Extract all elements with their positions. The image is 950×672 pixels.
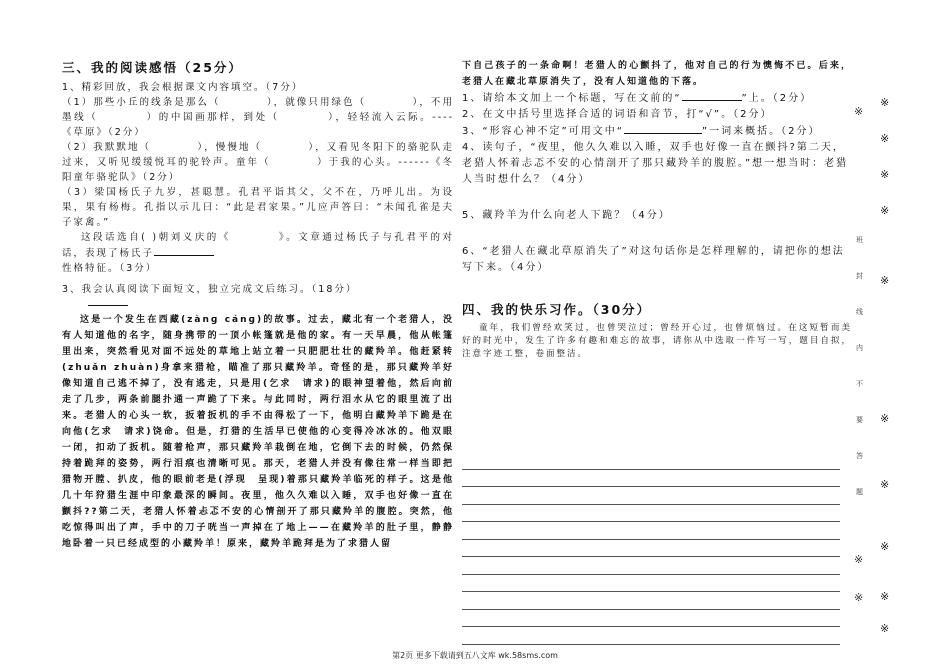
q1-part3: （3）梁国杨氏子九岁，甚聪慧。孔君平诣其父，父不在，乃呼儿出。为设果，果有杨梅。孔指以示儿曰：“此是君家果。”儿应声答曰：“未闻孔雀是夫子家禽。” bbox=[62, 187, 454, 228]
marker: ※ bbox=[880, 412, 890, 425]
story-continued: 下自己孩子的一条命啊！老猎人的心颤抖了，他对自己的行为懊悔不已。后来，老猎人在藏北草原消失了，没有人知道他的下落。 bbox=[462, 61, 852, 87]
rq1-text: 1、请给本文加上一个标题，写在文前的“ bbox=[462, 93, 682, 104]
binding-char: 不 bbox=[856, 380, 863, 388]
binding-char: 答 bbox=[856, 452, 863, 460]
marker: ※ bbox=[880, 204, 890, 217]
q1-part2: （2）我默默地（ ），慢慢地（ ），又看见冬阳下的骆驼队走过来，又听见缓缓悦耳的驼铃声。童年（ ）于我的心头。------《冬阳童年骆驼队》（2分） bbox=[62, 142, 454, 183]
composition-lines[interactable] bbox=[462, 452, 842, 645]
marker: ※ bbox=[854, 105, 864, 118]
left-column bbox=[62, 58, 454, 552]
writing-line[interactable] bbox=[462, 592, 840, 610]
writing-line[interactable] bbox=[462, 505, 840, 523]
marker: ※ bbox=[880, 478, 890, 491]
q3-instructions: 3、我会认真阅读下面短文，独立完成文后练习。（18分） bbox=[62, 284, 358, 295]
rq3-text: 3、“形容心神不定”可用文中“ bbox=[462, 126, 624, 137]
rq6-text: 6、“老猎人在藏北草原消失了”对这句话你是怎样理解的，请把你的想法写下来。（4分） bbox=[462, 246, 845, 273]
marker: ※ bbox=[880, 540, 890, 553]
marker: ※ bbox=[880, 274, 890, 287]
answer-blank[interactable] bbox=[154, 245, 214, 256]
writing-line[interactable] bbox=[462, 522, 840, 540]
marker: ※ bbox=[880, 132, 890, 145]
section3-title: 三、我的阅读感悟（25分） bbox=[62, 60, 243, 75]
marker: ※ bbox=[854, 553, 864, 566]
marker: ※ bbox=[880, 168, 890, 181]
rq1-end: ”上。（2分） bbox=[741, 93, 813, 104]
writing-line[interactable] bbox=[462, 557, 840, 575]
rq3-end: ”一词来概括。（2分） bbox=[701, 126, 821, 137]
binding-char: 要 bbox=[856, 416, 863, 424]
writing-line[interactable] bbox=[462, 487, 840, 505]
binding-char: 内 bbox=[856, 344, 863, 352]
writing-line[interactable] bbox=[462, 627, 840, 645]
binding-char: 线 bbox=[856, 308, 863, 316]
section4-title: 四、我的快乐习作。（30分） bbox=[462, 302, 652, 317]
q1-part4: 这段话选自( )朝刘义庆的《 》。文章通过杨氏子与孔君平的对话，表现了杨氏子 bbox=[62, 232, 454, 259]
word-answer-blank[interactable] bbox=[624, 123, 702, 134]
writing-line[interactable] bbox=[462, 452, 840, 470]
q1-part1: （1）那些小丘的线条是那么（ ），就像只用绿色（ ），不用墨线（ ）的中国画那样，到处（ ），轻轻流入云际。----《草原》（2分） bbox=[62, 97, 454, 138]
binding-char: 封 bbox=[856, 272, 863, 280]
title-blank-line bbox=[88, 299, 128, 306]
binding-char: 题 bbox=[856, 488, 863, 496]
rq2-text: 2、在文中括号里选择合适的词语和音节，打“√”。（2分） bbox=[462, 109, 773, 120]
title-answer-blank[interactable] bbox=[682, 90, 742, 101]
rq4-text: 4、读句子，“夜里，他久久难以入睡，双手也好像一直在颤抖?第二天，老猎人怀着忐忑不安的心情剖开了那只藏羚羊的腹腔。”想一想当时：老猎人当时想什么？（4分） bbox=[462, 142, 849, 185]
writing-line[interactable] bbox=[462, 470, 840, 488]
story-text: 这是一个发生在西藏(zànɡ cánɡ)的故事。过去，藏北有一个老猎人，没有人知道他的名字，随身携带的一顶小帐篷就是他的家。有一天早晨，他从帐篷里出来，突然看见对面不远处的草地上站立着一只肥肥壮壮的藏羚羊。他赶紧转(zhuǎn zhuàn)身拿来猎枪，瞄准了那只藏羚羊。奇怪的是，那只藏羚羊好像知道自己逃不掉了，没有逃走，只是用(乞求 请求)的眼神望着他，然后向前走了几步，两条前腿扑通一声跪了下来。与此同时，两行泪水从它的眼里流了出来。老猎人的心头一软，扳着扳机的手不由得松了一下，他明白藏羚羊下跪是在向他(乞求 请求)饶命。但是，打猎的生活早已使他的心变得冷冰冰的。他双眼一闭，扣动了扳机。随着枪声，那只藏羚羊栽倒在地，它倒下去的时候，仍然保持着跪拜的姿势，两行泪痕也清晰可见。那天，老猎人并没有像往常一样当即把猎物开膛、扒皮，他的眼前老是(浮现 呈现)着那只藏羚羊临死的样子。这是他几十年狩猎生涯中印象最深的瞬间。夜里，他久久难以入睡，双手也好像一直在颤抖??第二天，老猎人怀着忐忑不安的心情剖开了那只藏羚羊的腹腔。突然，他吃惊得叫出了声，手中的刀子咣当一声掉在了地上——在藏羚羊的肚子里，静静地卧着一只已经成型的小藏羚羊！原来，藏羚羊跪拜是为了求猎人留 bbox=[62, 315, 454, 549]
right-column bbox=[462, 58, 852, 361]
writing-line[interactable] bbox=[462, 610, 840, 628]
marker: ※ bbox=[880, 622, 890, 635]
marker: ※ bbox=[880, 96, 890, 109]
page-footer: 第2页 更多下载请到五八文库 wk.58sms.com bbox=[392, 651, 558, 660]
marker: ※ bbox=[854, 591, 864, 604]
writing-line[interactable] bbox=[462, 575, 840, 593]
section4-prompt: 童年，我们曾经欢笑过，也曾哭泣过；曾经开心过，也曾烦恼过。在这短暂而美好的时光中，发生了许多有趣和难忘的故事，请你从中选取一件写一写，题目自拟，注意字迹工整，卷面整洁。 bbox=[462, 323, 852, 359]
rq5-text: 5、藏羚羊为什么向老人下跪？（4分） bbox=[462, 210, 671, 221]
q1-intro: 1、精彩回放，我会根据课文内容填空。（7分） bbox=[62, 82, 304, 93]
marker: ※ bbox=[880, 590, 890, 603]
q1-part4-end: 性格特征。（3分） bbox=[62, 263, 158, 274]
binding-char: 班 bbox=[856, 236, 863, 244]
writing-line[interactable] bbox=[462, 540, 840, 558]
